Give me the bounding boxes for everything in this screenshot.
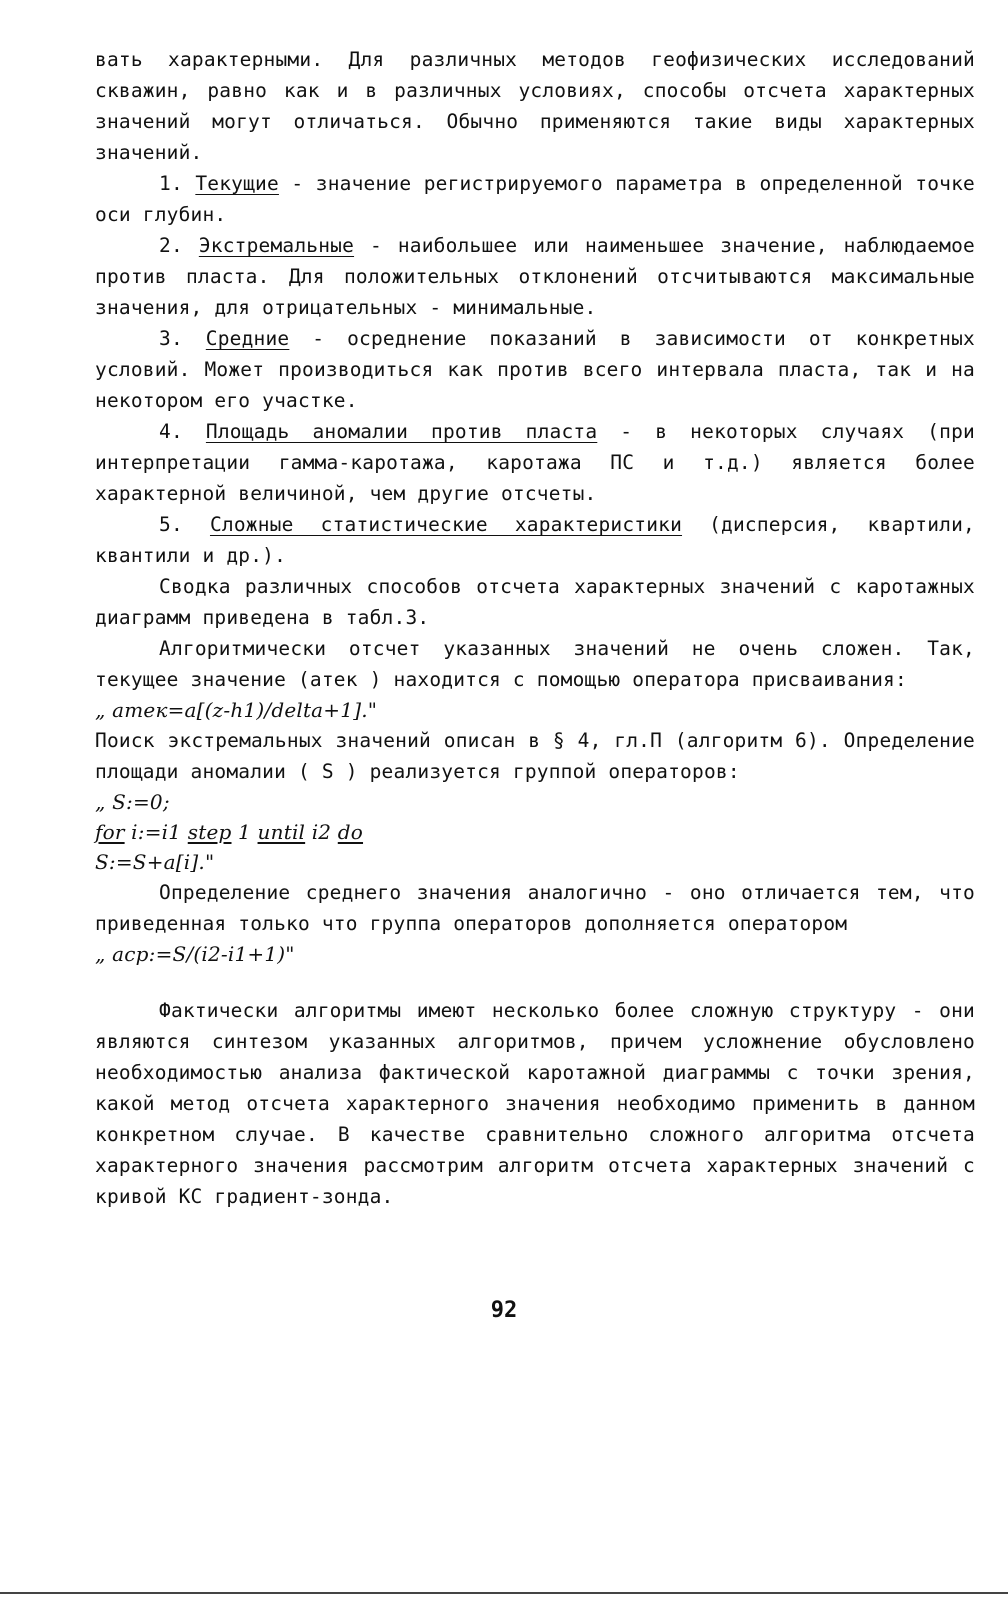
keyword-do: do — [337, 820, 364, 844]
term-extreme: Экстремальные — [198, 234, 355, 257]
keyword-step: step — [187, 820, 232, 844]
list-item-2: 2. Экстремальные - наибольшее или наименьшее значение, наблюдаемое против пласта. Для положительных отклонений отсчитываются максимальные значения, для отрицательных - минимальные. — [95, 234, 975, 319]
term-average: Средние — [205, 327, 290, 350]
formula-anomaly-area — [95, 787, 975, 877]
summary-paragraph: Сводка различных способов отсчета характерных значений с каротажных диаграмм приведена в табл.3. — [95, 575, 975, 629]
keyword-until: until — [257, 820, 306, 844]
intro-paragraph: вать характерными. Для различных методов геофизических исследований скважин, равно как и в различных условиях, способы отсчета характерных значений могут отличаться. Обычно применяются такие виды характерных значений. — [95, 48, 975, 164]
list-item-3: 3. Средние - осреднение показаний в зависимости от конкретных условий. Может производиться как против всего интервала пласта, так и на некотором его участке. — [95, 327, 975, 412]
extreme-paragraph: Поиск экстремальных значений описан в § 4, гл.П (алгоритм 6). Определение площади аномалии ( S ) реализуется группой операторов: — [95, 729, 975, 783]
final-paragraph: Фактически алгоритмы имеют несколько более сложную структуру - они являются синтезом указанных алгоритмов, причем усложнение обусловлено необходимостью анализа фактической каротажной диаграммы с точки зрения, какой метод отсчета характерного значения необходимо применить в данном конкретном случае. В качестве сравнительно сложного алгоритма отсчета характерного значения рассмотрим алгоритм отсчета характерных значений с кривой КС градиент-зонда. — [95, 999, 975, 1208]
formula-line-3: S:=S+a[i]." — [95, 850, 215, 874]
scan-bottom-edge — [0, 1592, 1008, 1594]
page-body — [95, 44, 975, 1212]
list-item-5: 5. Сложные статистические характеристики (дисперсия, квартили, квантили и др.). — [95, 513, 975, 567]
term-statistics: Сложные статистические характеристики — [209, 513, 683, 536]
average-paragraph: Определение среднего значения аналогично - оно отличается тем, что приведенная только что группа операторов дополняется оператором — [95, 881, 975, 935]
algorithm-paragraph: Алгоритмически отсчет указанных значений не очень сложен. Так, текущее значение (aтек ) находится с помощью оператора присваивания: — [95, 637, 975, 691]
formula-line-1: „ S:=0; — [95, 790, 170, 814]
formula-average: „ acp:=S/(i2-i1+1)" — [95, 942, 295, 966]
formula-line-2: for i:=i1 step 1 until i2 do — [95, 820, 364, 844]
formula-current-value: „ aтек=a[(z-h1)/delta+1]." — [95, 698, 378, 722]
page-number: 92 — [490, 1298, 518, 1323]
term-anomaly-area: Площадь аномалии против пласта — [205, 420, 598, 443]
list-item-4: 4. Площадь аномалии против пласта - в некоторых случаях (при интерпретации гамма-каротажа, каротажа ПС и т.д.) является более характерной величиной, чем другие отсчеты. — [95, 420, 975, 505]
keyword-for: for — [95, 820, 125, 844]
term-current: Текущие — [195, 172, 279, 195]
list-item-1: 1. Текущие - значение регистрируемого параметра в определенной точке оси глубин. — [95, 172, 975, 226]
